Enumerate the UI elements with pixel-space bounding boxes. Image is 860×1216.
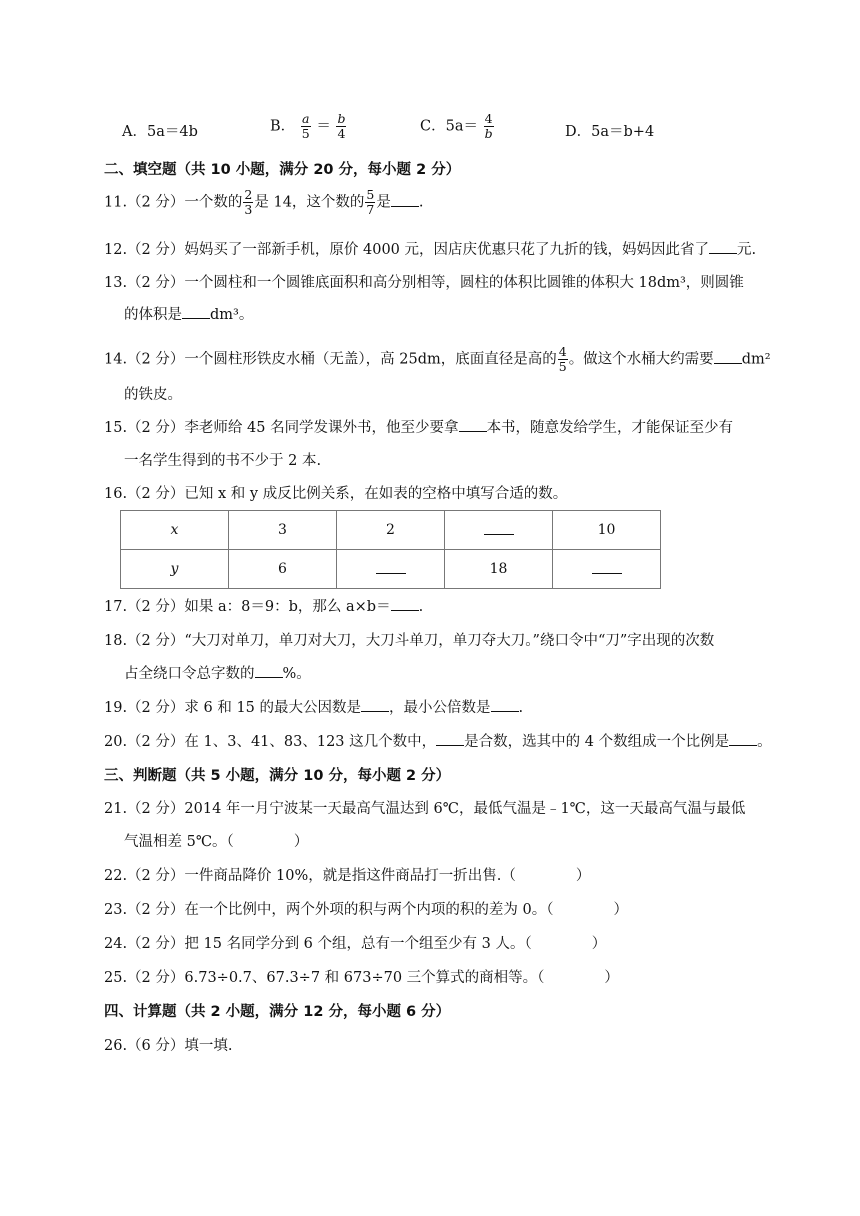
- answer-blank[interactable]: [361, 697, 389, 712]
- question-14-line2: 的铁皮。: [124, 387, 182, 403]
- answer-blank[interactable]: [729, 731, 757, 746]
- answer-blank[interactable]: [709, 239, 737, 254]
- question-26: 26.（6 分）填一填.: [104, 1038, 233, 1054]
- question-16: 16.（2 分）已知 x 和 y 成反比例关系，在如表的空格中填写合适的数。: [104, 486, 568, 502]
- question-23: 23.（2 分）在一个比例中，两个外项的积与两个内项的积的差为 0。（ ）: [104, 902, 628, 918]
- answer-blank[interactable]: [491, 697, 519, 712]
- section-heading-fill-blank: 二、填空题（共 10 小题，满分 20 分，每小题 2 分）: [104, 162, 461, 178]
- table-cell: x: [121, 511, 229, 550]
- table-cell: 2: [337, 511, 445, 550]
- question-24: 24.（2 分）把 15 名同学分到 6 个组，总有一个组至少有 3 人。（ ）: [104, 936, 607, 952]
- table-cell: 18: [445, 550, 553, 589]
- option-a: A．5a＝4b: [122, 124, 198, 140]
- table-row-y: [121, 550, 661, 589]
- table-cell-blank[interactable]: [337, 550, 445, 589]
- question-15-line2: 一名学生得到的书不少于 2 本.: [124, 453, 322, 469]
- table-cell: y: [121, 550, 229, 589]
- question-18-line2: 占全绕口令总字数的 %。: [124, 662, 311, 683]
- question-21-line1: 21.（2 分）2014 年一月宁波某一天最高气温达到 6℃，最低气温是﹣1℃，这一天最高气温与最低: [104, 801, 746, 817]
- answer-blank[interactable]: [391, 596, 419, 611]
- question-19: 19.（2 分）求 6 和 15 的最大公因数是 ，最小公倍数是 .: [104, 696, 523, 717]
- question-14-line1: 14.（2 分）一个圆柱形铁皮水桶（无盖），高 25dm，底面直径是高的 $\frac{4}{5}$ 。做这个水桶大约需要 dm²: [104, 344, 771, 374]
- question-11: 11.（2 分）一个数的 $\frac{2}{3}$ 是 14，这个数的 $\frac{5}{7}$ 是 .: [104, 187, 424, 217]
- table-cell: 3: [229, 511, 337, 550]
- option-d: D．5a＝b+4: [565, 124, 655, 140]
- answer-blank[interactable]: [182, 304, 210, 319]
- section-heading-calculation: 四、计算题（共 2 小题，满分 12 分，每小题 6 分）: [104, 1004, 451, 1020]
- answer-blank[interactable]: [459, 417, 487, 432]
- question-20: 20.（2 分）在 1、3、41、83、123 这几个数中， 是合数，选其中的 4 个数组成一个比例是 。: [104, 730, 772, 751]
- table-cell-blank[interactable]: [445, 511, 553, 550]
- question-13-line1: 13.（2 分）一个圆柱和一个圆锥底面积和高分别相等，圆柱的体积比圆锥的体积大 18dm³，则圆锥: [104, 275, 744, 291]
- table-cell: 6: [229, 550, 337, 589]
- question-18-line1: 18.（2 分）“大刀对单刀，单刀对大刀，大刀斗单刀，单刀夺大刀。”绕口令中“刀”字出现的次数: [104, 633, 715, 649]
- section-heading-judgement: 三、判断题（共 5 小题，满分 10 分，每小题 2 分）: [104, 768, 451, 784]
- table-cell: 10: [553, 511, 661, 550]
- question-25: 25.（2 分）6.73÷0.7、67.3÷7 和 673÷70 三个算式的商相等。（ ）: [104, 970, 619, 986]
- option-c: C．5a＝ $\frac{4}{b}$: [420, 111, 493, 141]
- question-21-line2: 气温相差 5℃。（ ）: [124, 834, 309, 850]
- question-12: 12.（2 分）妈妈买了一部新手机，原价 4000 元，因店庆优惠只花了九折的钱，妈妈因此省了 元.: [104, 238, 756, 259]
- fraction: $\frac{a}{5}$: [301, 111, 310, 141]
- table-row-x: [121, 511, 661, 550]
- answer-blank[interactable]: [391, 192, 419, 207]
- answer-blank[interactable]: [255, 663, 283, 678]
- question-17: 17.（2 分）如果 a：8＝9：b，那么 a×b＝ .: [104, 595, 423, 616]
- fraction: $\frac{b}{4}$: [337, 111, 346, 141]
- question-15-line1: 15.（2 分）李老师给 45 名同学发课外书，他至少要拿 本书，随意发给学生，才能保证至少有: [104, 416, 733, 437]
- table-cell-blank[interactable]: [553, 550, 661, 589]
- question-22: 22.（2 分）一件商品降价 10%，就是指这件商品打一折出售.（ ）: [104, 868, 591, 884]
- proportion-table: [120, 510, 661, 589]
- answer-blank[interactable]: [714, 349, 742, 364]
- fraction: $\frac{4}{b}$: [484, 111, 493, 141]
- question-13-line2: 的体积是 dm³。: [124, 303, 253, 324]
- answer-blank[interactable]: [436, 731, 464, 746]
- option-b: B． $\frac{a}{5}$ ＝ $\frac{b}{4}$: [270, 111, 346, 141]
